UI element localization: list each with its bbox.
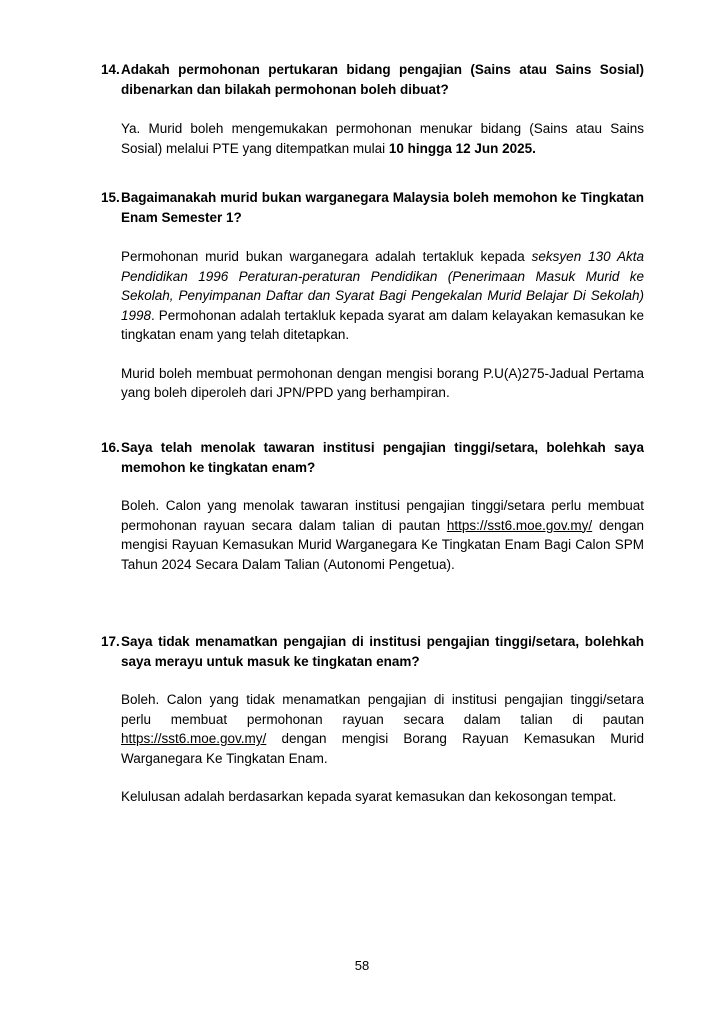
faq-item-16: [101, 438, 644, 574]
sst6-link[interactable]: https://sst6.moe.gov.my/: [446, 517, 593, 533]
question-number: 17.: [101, 634, 120, 649]
faq-item-14: [101, 60, 644, 158]
faq-item-17: [101, 632, 644, 807]
question-number: 14.: [101, 62, 120, 77]
answer-paragraph: [121, 690, 644, 768]
question-heading: [101, 632, 644, 671]
question-title: Saya telah menolak tawaran institusi pengajian tinggi/setara, bolehkah saya memohon ke tingkatan enam?: [121, 440, 644, 475]
answer-paragraph: [121, 119, 644, 158]
answer-text: Kelulusan adalah berdasarkan kepada syarat kemasukan dan kekosongan tempat.: [121, 789, 617, 804]
answer-paragraph: [121, 247, 644, 345]
question-heading: [101, 60, 644, 99]
sst6-link[interactable]: https://sst6.moe.gov.my/: [121, 731, 267, 746]
answer-paragraph: [121, 496, 644, 574]
page-number: 58: [354, 958, 370, 973]
question-title: Saya tidak menamatkan pengajian di institusi pengajian tinggi/setara, bolehkah saya merayu untuk masuk ke tingkatan enam?: [121, 634, 644, 669]
answer-text: dengan mengisi Borang Rayuan Kemasukan Murid Warganegara Ke Tingkatan Enam.: [121, 731, 644, 766]
answer-text: Permohonan murid bukan warganegara adalah tertakluk kepada: [121, 249, 532, 264]
question-title: Adakah permohonan pertukaran bidang pengajian (Sains atau Sains Sosial) dibenarkan dan bilakah permohonan boleh dibuat?: [121, 62, 644, 97]
answer-date-range: 10 hingga 12 Jun 2025.: [388, 140, 536, 156]
answer-paragraph: [121, 364, 644, 403]
answer-text: Murid boleh membuat permohonan dengan mengisi borang P.U(A)275-Jadual Pertama yang boleh diperoleh dari JPN/PPD yang berhampiran.: [121, 365, 644, 400]
answer-paragraph: [121, 787, 644, 807]
answer-legal-reference: seksyen 130 Akta Pendidikan 1996 Peraturan-peraturan Pendidikan (Penerimaan Masuk Murid ke Sekolah, Penyimpanan Daftar dan Syarat Bagi Pengekalan Murid Belajar Di Sekolah) 1998: [121, 249, 644, 323]
answer-text: . Permohonan adalah tertakluk kepada syarat am dalam kelayakan kemasukan ke tingkatan enam yang telah ditetapkan.: [121, 307, 644, 342]
question-number: 16.: [101, 440, 120, 455]
question-title: Bagaimanakah murid bukan warganegara Malaysia boleh memohon ke Tingkatan Enam Semester 1?: [121, 190, 644, 225]
faq-item-15: [101, 188, 644, 403]
answer-text: Boleh. Calon yang tidak menamatkan pengajian di institusi pengajian tinggi/setara perlu membuat permohonan rayuan secara dalam talian di pautan: [121, 692, 644, 727]
question-heading: [101, 438, 644, 477]
answer-text: dengan mengisi Rayuan Kemasukan Murid Warganegara Ke Tingkatan Enam Bagi Calon SPM Tahun 2024 Secara Dalam Talian (Autonomi Pengetua).: [121, 517, 644, 572]
answer-text: Boleh. Calon yang menolak tawaran institusi pengajian tinggi/setara perlu membuat permohonan rayuan secara dalam talian di pautan: [121, 498, 644, 533]
question-number: 15.: [101, 190, 120, 205]
question-heading: [101, 188, 644, 227]
answer-text: Ya. Murid boleh mengemukakan permohonan menukar bidang (Sains atau Sains Sosial) melalui PTE yang ditempatkan mulai: [121, 121, 644, 156]
